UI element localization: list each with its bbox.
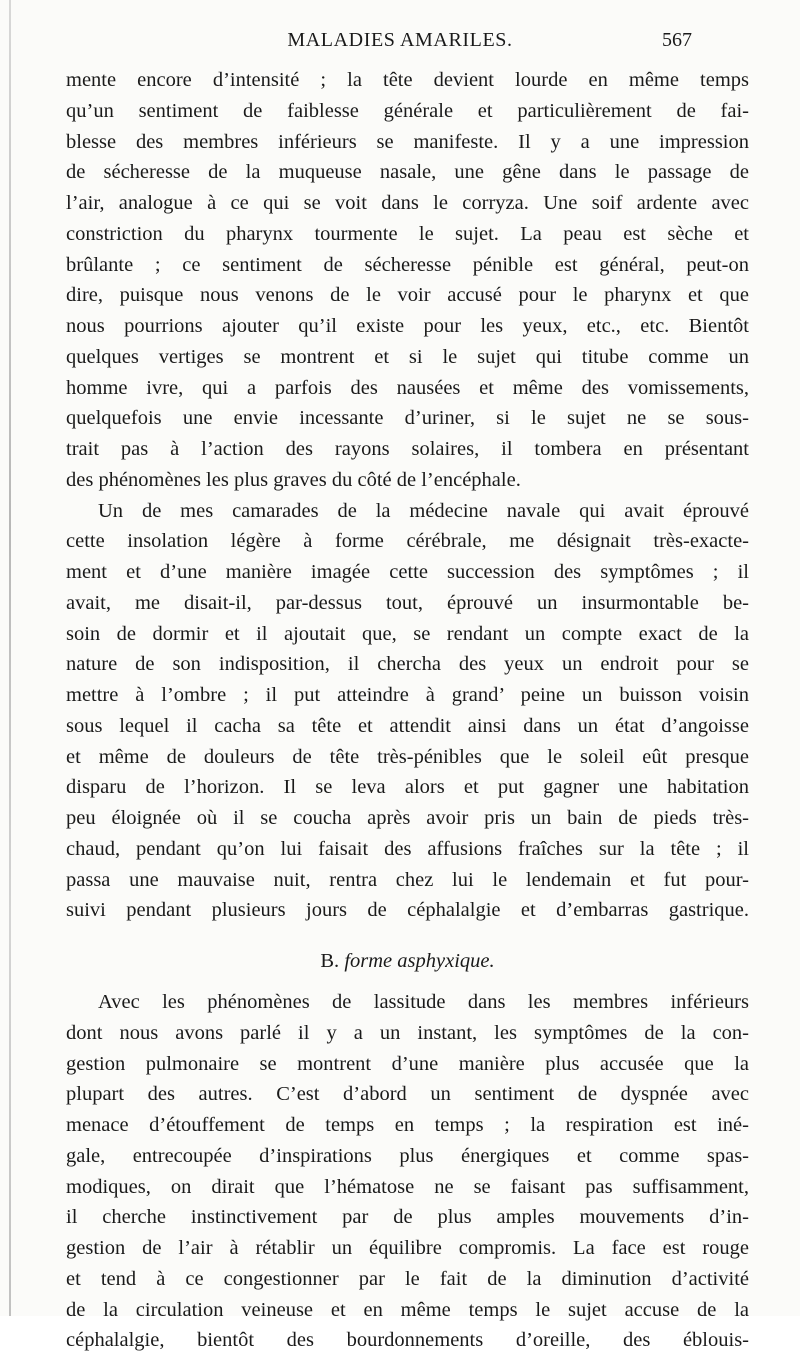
paragraph-1 <box>66 65 749 496</box>
text-line: suivi pendant plusieurs jours de céphalalgie et d’embarras gastrique. <box>66 899 749 922</box>
text-line: passa une mauvaise nuit, rentra chez lui le lendemain et fut pour- <box>66 868 749 891</box>
text-line: ment et d’une manière imagée cette succession des symptômes ; il <box>66 561 749 583</box>
text-line: Avec les phénomènes de lassitude dans les membres inférieurs <box>98 991 749 1013</box>
text-line: l’air, analogue à ce qui se voit dans le corryza. Une soif ardente avec <box>66 192 749 214</box>
text-line: mettre à l’ombre ; il put atteindre à grand’ peine un buisson voisin <box>66 684 749 706</box>
text-line: trait pas à l’action des rayons solaires, il tombera en présentant <box>66 438 749 460</box>
section-heading <box>66 936 749 987</box>
text-line: céphalalgie, bientôt des bourdonnements d’oreille, des éblouis- <box>66 1329 749 1352</box>
text-line: de sécheresse de la muqueuse nasale, une gêne dans le passage de <box>66 161 749 184</box>
text-line: avait, me disait-il, par-dessus tout, éprouvé un insurmontable be- <box>66 591 749 614</box>
text-line: mente encore d’intensité ; la tête devient lourde en même temps <box>66 69 749 91</box>
text-line: des phénomènes les plus graves du côté de l’encéphale. <box>66 468 521 491</box>
text-line: et même de douleurs de tête très-pénibles que le soleil eût presque <box>66 745 749 768</box>
text-line: il cherche instinctivement par de plus amples mouvements d’in- <box>66 1206 749 1229</box>
text-line: dire, puisque nous venons de le voir accusé pour le pharynx et que <box>66 284 749 307</box>
text-line: gale, entrecoupée d’inspirations plus énergiques et comme spas- <box>66 1144 749 1167</box>
text-line: gestion pulmonaire se montrent d’une manière plus accusée que la <box>66 1052 749 1075</box>
text-line: soin de dormir et il ajoutait que, se rendant un compte exact de la <box>66 622 749 645</box>
text-line: qu’un sentiment de faiblesse générale et particulièrement de fai- <box>66 99 749 122</box>
section-title: forme asphyxique. <box>344 950 495 972</box>
text-line: brûlante ; ce sentiment de sécheresse pénible est général, peut-on <box>66 253 749 276</box>
text-line: cette insolation légère à forme cérébrale, me désignait très-exacte- <box>66 530 749 553</box>
text-line: nous pourrions ajouter qu’il existe pour les yeux, etc., etc. Bientôt <box>66 315 749 337</box>
page-number: 567 <box>662 29 692 51</box>
text-line: nature de son indisposition, il chercha des yeux un endroit pour se <box>66 653 749 676</box>
text-line: constriction du pharynx tourmente le sujet. La peau est sèche et <box>66 222 749 245</box>
text-line: Un de mes camarades de la médecine navale qui avait éprouvé <box>98 499 749 522</box>
text-line: quelquefois une envie incessante d’uriner, si le sujet ne se sous- <box>66 407 749 430</box>
text-line: gestion de l’air à rétablir un équilibre compromis. La face est rouge <box>66 1237 749 1259</box>
text-line: disparu de l’horizon. Il se leva alors et put gagner une habitation <box>66 776 749 799</box>
text-line: de la circulation veineuse et en même temps le sujet accuse de la <box>66 1298 749 1321</box>
text-line: quelques vertiges se montrent et si le sujet qui titube comme un <box>66 345 749 368</box>
paragraph-2 <box>66 496 749 927</box>
text-line: modiques, on dirait que l’hématose ne se faisant pas suffisamment, <box>66 1175 749 1198</box>
text-line: blesse des membres inférieurs se manifeste. Il y a une impression <box>66 130 749 153</box>
text-line: sous lequel il cacha sa tête et attendit ainsi dans un état d’angoisse <box>66 714 749 737</box>
page-edge-shadow <box>9 0 11 1316</box>
text-line: menace d’étouffement de temps en temps ; la respiration est iné- <box>66 1114 749 1136</box>
text-line: dont nous avons parlé il y a un instant, les symptômes de la con- <box>66 1021 749 1044</box>
text-line: peu éloignée où il se coucha après avoir pris un bain de pieds très- <box>66 807 749 829</box>
running-head <box>0 29 800 59</box>
body-text <box>66 65 749 1356</box>
running-head-title: MALADIES AMARILES. <box>287 29 513 51</box>
paragraph-3 <box>66 987 749 1356</box>
text-line: et tend à ce congestionner par le fait de la diminution d’activité <box>66 1267 749 1290</box>
section-letter: B. <box>320 950 340 972</box>
text-line: chaud, pendant qu’on lui faisait des affusions fraîches sur la tête ; il <box>66 837 749 860</box>
text-line: plupart des autres. C’est d’abord un sentiment de dyspnée avec <box>66 1083 749 1106</box>
text-line: homme ivre, qui a parfois des nausées et même des vomissements, <box>66 376 749 399</box>
